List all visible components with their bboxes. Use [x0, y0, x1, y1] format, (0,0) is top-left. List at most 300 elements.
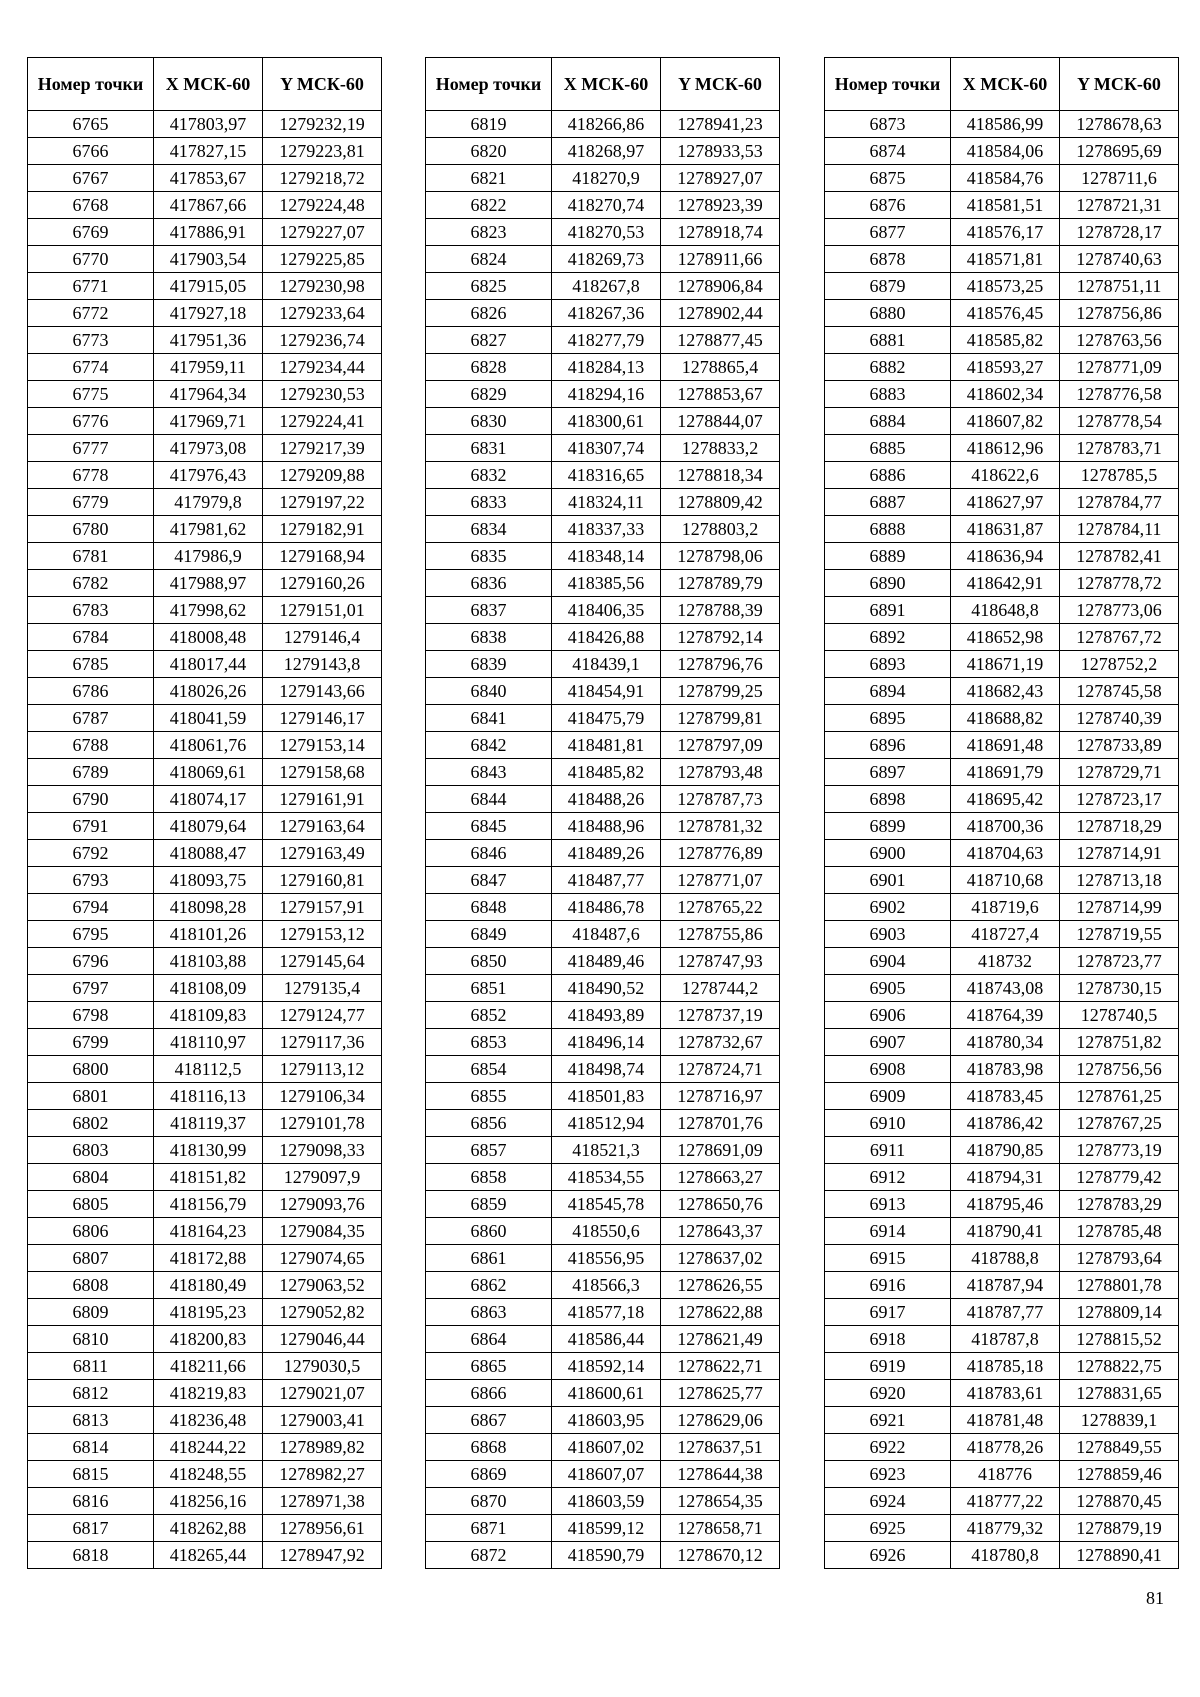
table-row	[426, 1191, 780, 1218]
y-coordinate-cell: 1278740,63	[1060, 246, 1179, 273]
x-coordinate-cell: 418093,75	[154, 867, 263, 894]
table-row	[426, 651, 780, 678]
x-coordinate-cell: 418586,99	[951, 111, 1060, 138]
point-number-cell: 6910	[825, 1110, 951, 1137]
table-row	[426, 894, 780, 921]
x-coordinate-cell: 418581,51	[951, 192, 1060, 219]
x-coordinate-cell: 418493,89	[552, 1002, 661, 1029]
point-number-cell: 6774	[28, 354, 154, 381]
table-row	[825, 1299, 1179, 1326]
point-number-cell: 6858	[426, 1164, 552, 1191]
x-coordinate-cell: 418385,56	[552, 570, 661, 597]
table-row	[28, 1029, 382, 1056]
table-row	[825, 408, 1179, 435]
y-coordinate-cell: 1278793,48	[661, 759, 780, 786]
x-coordinate-cell: 418783,98	[951, 1056, 1060, 1083]
point-number-cell: 6766	[28, 138, 154, 165]
header-y: Y МСК-60	[661, 58, 780, 111]
y-coordinate-cell: 1278793,64	[1060, 1245, 1179, 1272]
y-coordinate-cell: 1278865,4	[661, 354, 780, 381]
point-number-cell: 6772	[28, 300, 154, 327]
table-row	[426, 948, 780, 975]
point-number-cell: 6841	[426, 705, 552, 732]
table-row	[426, 786, 780, 813]
table-row	[28, 840, 382, 867]
y-coordinate-cell: 1278621,49	[661, 1326, 780, 1353]
table-row	[28, 1353, 382, 1380]
y-coordinate-cell: 1279217,39	[263, 435, 382, 462]
y-coordinate-cell: 1278723,77	[1060, 948, 1179, 975]
table-row	[28, 1083, 382, 1110]
x-coordinate-cell: 418787,8	[951, 1326, 1060, 1353]
point-number-cell: 6835	[426, 543, 552, 570]
point-number-cell: 6914	[825, 1218, 951, 1245]
point-number-cell: 6894	[825, 678, 951, 705]
point-number-cell: 6924	[825, 1488, 951, 1515]
point-number-cell: 6896	[825, 732, 951, 759]
point-number-cell: 6800	[28, 1056, 154, 1083]
x-coordinate-cell: 418586,44	[552, 1326, 661, 1353]
table-row	[426, 705, 780, 732]
y-coordinate-cell: 1279093,76	[263, 1191, 382, 1218]
y-coordinate-cell: 1279161,91	[263, 786, 382, 813]
point-number-cell: 6871	[426, 1515, 552, 1542]
table-row	[28, 219, 382, 246]
point-number-cell: 6863	[426, 1299, 552, 1326]
x-coordinate-cell: 418265,44	[154, 1542, 263, 1569]
y-coordinate-cell: 1279106,34	[263, 1083, 382, 1110]
point-number-cell: 6804	[28, 1164, 154, 1191]
y-coordinate-cell: 1278859,46	[1060, 1461, 1179, 1488]
point-number-cell: 6923	[825, 1461, 951, 1488]
table-row	[426, 1083, 780, 1110]
y-coordinate-cell: 1278701,76	[661, 1110, 780, 1137]
table-row	[28, 1299, 382, 1326]
x-coordinate-cell: 418642,91	[951, 570, 1060, 597]
table-row	[28, 786, 382, 813]
x-coordinate-cell: 418236,48	[154, 1407, 263, 1434]
x-coordinate-cell: 418101,26	[154, 921, 263, 948]
table-row	[825, 138, 1179, 165]
table-row	[426, 1488, 780, 1515]
y-coordinate-cell: 1279074,65	[263, 1245, 382, 1272]
point-number-cell: 6794	[28, 894, 154, 921]
x-coordinate-cell: 417867,66	[154, 192, 263, 219]
x-coordinate-cell: 418324,11	[552, 489, 661, 516]
point-number-cell: 6867	[426, 1407, 552, 1434]
point-number-cell: 6856	[426, 1110, 552, 1137]
point-number-cell: 6918	[825, 1326, 951, 1353]
table-row	[426, 192, 780, 219]
y-coordinate-cell: 1279153,12	[263, 921, 382, 948]
point-number-cell: 6802	[28, 1110, 154, 1137]
x-coordinate-cell: 418682,43	[951, 678, 1060, 705]
point-number-cell: 6853	[426, 1029, 552, 1056]
point-number-cell: 6887	[825, 489, 951, 516]
y-coordinate-cell: 1278839,1	[1060, 1407, 1179, 1434]
table-row	[825, 678, 1179, 705]
point-number-cell: 6904	[825, 948, 951, 975]
x-coordinate-cell: 418576,17	[951, 219, 1060, 246]
table-row	[28, 759, 382, 786]
y-coordinate-cell: 1278650,76	[661, 1191, 780, 1218]
y-coordinate-cell: 1278796,76	[661, 651, 780, 678]
y-coordinate-cell: 1278691,09	[661, 1137, 780, 1164]
header-x: X МСК-60	[951, 58, 1060, 111]
y-coordinate-cell: 1278752,2	[1060, 651, 1179, 678]
point-number-cell: 6847	[426, 867, 552, 894]
point-number-cell: 6816	[28, 1488, 154, 1515]
table-row	[825, 381, 1179, 408]
x-coordinate-cell: 417915,05	[154, 273, 263, 300]
x-coordinate-cell: 418270,9	[552, 165, 661, 192]
point-number-cell: 6782	[28, 570, 154, 597]
table-row	[426, 462, 780, 489]
x-coordinate-cell: 418788,8	[951, 1245, 1060, 1272]
x-coordinate-cell: 418607,02	[552, 1434, 661, 1461]
table-row	[426, 1218, 780, 1245]
point-number-cell: 6765	[28, 111, 154, 138]
y-coordinate-cell: 1278801,78	[1060, 1272, 1179, 1299]
table-row	[426, 1326, 780, 1353]
y-coordinate-cell: 1278879,19	[1060, 1515, 1179, 1542]
point-number-cell: 6801	[28, 1083, 154, 1110]
y-coordinate-cell: 1278779,42	[1060, 1164, 1179, 1191]
point-number-cell: 6872	[426, 1542, 552, 1569]
table-row	[426, 732, 780, 759]
point-number-cell: 6845	[426, 813, 552, 840]
point-number-cell: 6842	[426, 732, 552, 759]
x-coordinate-cell: 418489,26	[552, 840, 661, 867]
x-coordinate-cell: 418262,88	[154, 1515, 263, 1542]
y-coordinate-cell: 1279145,64	[263, 948, 382, 975]
point-number-cell: 6899	[825, 813, 951, 840]
x-coordinate-cell: 418267,36	[552, 300, 661, 327]
table-row	[28, 435, 382, 462]
x-coordinate-cell: 418151,82	[154, 1164, 263, 1191]
point-number-cell: 6868	[426, 1434, 552, 1461]
x-coordinate-cell: 418211,66	[154, 1353, 263, 1380]
x-coordinate-cell: 418777,22	[951, 1488, 1060, 1515]
y-coordinate-cell: 1278732,67	[661, 1029, 780, 1056]
y-coordinate-cell: 1278637,02	[661, 1245, 780, 1272]
x-coordinate-cell: 418307,74	[552, 435, 661, 462]
x-coordinate-cell: 418488,26	[552, 786, 661, 813]
point-number-cell: 6922	[825, 1434, 951, 1461]
y-coordinate-cell: 1279146,4	[263, 624, 382, 651]
point-number-cell: 6793	[28, 867, 154, 894]
table-row	[28, 1110, 382, 1137]
point-number-cell: 6911	[825, 1137, 951, 1164]
table-row	[825, 543, 1179, 570]
x-coordinate-cell: 418130,99	[154, 1137, 263, 1164]
table-row	[825, 327, 1179, 354]
x-coordinate-cell: 418593,27	[951, 354, 1060, 381]
x-coordinate-cell: 418116,13	[154, 1083, 263, 1110]
table-row	[825, 192, 1179, 219]
x-coordinate-cell: 418074,17	[154, 786, 263, 813]
table-row	[825, 948, 1179, 975]
table-row	[426, 597, 780, 624]
point-number-cell: 6806	[28, 1218, 154, 1245]
x-coordinate-cell: 418487,77	[552, 867, 661, 894]
point-number-cell: 6805	[28, 1191, 154, 1218]
point-number-cell: 6893	[825, 651, 951, 678]
x-coordinate-cell: 418098,28	[154, 894, 263, 921]
x-coordinate-cell: 418695,42	[951, 786, 1060, 813]
x-coordinate-cell: 418787,77	[951, 1299, 1060, 1326]
y-coordinate-cell: 1279143,66	[263, 678, 382, 705]
table-row	[28, 1407, 382, 1434]
point-number-cell: 6809	[28, 1299, 154, 1326]
x-coordinate-cell: 417927,18	[154, 300, 263, 327]
point-number-cell: 6771	[28, 273, 154, 300]
point-number-cell: 6834	[426, 516, 552, 543]
x-coordinate-cell: 418584,06	[951, 138, 1060, 165]
x-coordinate-cell: 418534,55	[552, 1164, 661, 1191]
table-row	[825, 975, 1179, 1002]
y-coordinate-cell: 1279046,44	[263, 1326, 382, 1353]
x-coordinate-cell: 418795,46	[951, 1191, 1060, 1218]
point-number-cell: 6829	[426, 381, 552, 408]
y-coordinate-cell: 1279230,98	[263, 273, 382, 300]
y-coordinate-cell: 1278789,79	[661, 570, 780, 597]
y-coordinate-cell: 1278788,39	[661, 597, 780, 624]
point-number-cell: 6780	[28, 516, 154, 543]
table-row	[825, 1191, 1179, 1218]
y-coordinate-cell: 1279225,85	[263, 246, 382, 273]
x-coordinate-cell: 418248,55	[154, 1461, 263, 1488]
x-coordinate-cell: 418337,33	[552, 516, 661, 543]
table-row	[825, 894, 1179, 921]
table-row	[426, 1515, 780, 1542]
x-coordinate-cell: 418691,79	[951, 759, 1060, 786]
x-coordinate-cell: 418487,6	[552, 921, 661, 948]
table-row	[825, 246, 1179, 273]
y-coordinate-cell: 1278644,38	[661, 1461, 780, 1488]
table-row	[825, 1029, 1179, 1056]
header-y: Y МСК-60	[263, 58, 382, 111]
table-row	[426, 354, 780, 381]
point-number-cell: 6777	[28, 435, 154, 462]
y-coordinate-cell: 1278763,56	[1060, 327, 1179, 354]
y-coordinate-cell: 1278792,14	[661, 624, 780, 651]
point-number-cell: 6775	[28, 381, 154, 408]
table-row	[28, 1488, 382, 1515]
table-row	[825, 1056, 1179, 1083]
table-row	[28, 246, 382, 273]
table-row	[825, 165, 1179, 192]
point-number-cell: 6776	[28, 408, 154, 435]
table-row	[28, 1272, 382, 1299]
table-row	[825, 489, 1179, 516]
point-number-cell: 6877	[825, 219, 951, 246]
y-coordinate-cell: 1278767,25	[1060, 1110, 1179, 1137]
x-coordinate-cell: 418648,8	[951, 597, 1060, 624]
y-coordinate-cell: 1278625,77	[661, 1380, 780, 1407]
y-coordinate-cell: 1279158,68	[263, 759, 382, 786]
table-header-row	[28, 58, 382, 111]
x-coordinate-cell: 418688,82	[951, 705, 1060, 732]
y-coordinate-cell: 1278629,06	[661, 1407, 780, 1434]
x-coordinate-cell: 417959,11	[154, 354, 263, 381]
x-coordinate-cell: 418783,45	[951, 1083, 1060, 1110]
point-number-cell: 6814	[28, 1434, 154, 1461]
table-row	[825, 624, 1179, 651]
table-row	[426, 273, 780, 300]
x-coordinate-cell: 417998,62	[154, 597, 263, 624]
x-coordinate-cell: 418426,88	[552, 624, 661, 651]
table-row	[825, 111, 1179, 138]
x-coordinate-cell: 418566,3	[552, 1272, 661, 1299]
point-number-cell: 6792	[28, 840, 154, 867]
point-number-cell: 6840	[426, 678, 552, 705]
y-coordinate-cell: 1278989,82	[263, 1434, 382, 1461]
point-number-cell: 6824	[426, 246, 552, 273]
x-coordinate-cell: 418780,34	[951, 1029, 1060, 1056]
y-coordinate-cell: 1279224,48	[263, 192, 382, 219]
point-number-cell: 6833	[426, 489, 552, 516]
y-coordinate-cell: 1278776,89	[661, 840, 780, 867]
x-coordinate-cell: 418612,96	[951, 435, 1060, 462]
point-number-cell: 6891	[825, 597, 951, 624]
point-number-cell: 6822	[426, 192, 552, 219]
table-row	[426, 1056, 780, 1083]
table-header-row	[426, 58, 780, 111]
x-coordinate-cell: 418496,14	[552, 1029, 661, 1056]
y-coordinate-cell: 1278776,58	[1060, 381, 1179, 408]
y-coordinate-cell: 1279063,52	[263, 1272, 382, 1299]
x-coordinate-cell: 418156,79	[154, 1191, 263, 1218]
point-number-cell: 6912	[825, 1164, 951, 1191]
table-row	[825, 1002, 1179, 1029]
x-coordinate-cell: 418602,34	[951, 381, 1060, 408]
point-number-cell: 6810	[28, 1326, 154, 1353]
table-row	[426, 138, 780, 165]
point-number-cell: 6888	[825, 516, 951, 543]
y-coordinate-cell: 1279232,19	[263, 111, 382, 138]
y-coordinate-cell: 1278778,54	[1060, 408, 1179, 435]
table-row	[28, 1056, 382, 1083]
x-coordinate-cell: 418691,48	[951, 732, 1060, 759]
y-coordinate-cell: 1278626,55	[661, 1272, 780, 1299]
y-coordinate-cell: 1278956,61	[263, 1515, 382, 1542]
y-coordinate-cell: 1278771,09	[1060, 354, 1179, 381]
x-coordinate-cell: 418316,65	[552, 462, 661, 489]
x-coordinate-cell: 418727,4	[951, 921, 1060, 948]
point-number-cell: 6913	[825, 1191, 951, 1218]
coordinates-table-3	[824, 57, 1179, 1569]
table-row	[28, 300, 382, 327]
table-row	[28, 921, 382, 948]
table-row	[426, 1137, 780, 1164]
point-number-cell: 6791	[28, 813, 154, 840]
point-number-cell: 6784	[28, 624, 154, 651]
point-number-cell: 6788	[28, 732, 154, 759]
table-row	[426, 867, 780, 894]
y-coordinate-cell: 1278927,07	[661, 165, 780, 192]
table-row	[825, 300, 1179, 327]
x-coordinate-cell: 418475,79	[552, 705, 661, 732]
point-number-cell: 6859	[426, 1191, 552, 1218]
x-coordinate-cell: 418108,09	[154, 975, 263, 1002]
point-number-cell: 6865	[426, 1353, 552, 1380]
y-coordinate-cell: 1278773,06	[1060, 597, 1179, 624]
point-number-cell: 6881	[825, 327, 951, 354]
point-number-cell: 6861	[426, 1245, 552, 1272]
point-number-cell: 6846	[426, 840, 552, 867]
table-row	[825, 813, 1179, 840]
header-x: X МСК-60	[552, 58, 661, 111]
point-number-cell: 6815	[28, 1461, 154, 1488]
table-row	[28, 111, 382, 138]
table-row	[28, 678, 382, 705]
table-header-row	[825, 58, 1179, 111]
y-coordinate-cell: 1278778,72	[1060, 570, 1179, 597]
x-coordinate-cell: 418501,83	[552, 1083, 661, 1110]
y-coordinate-cell: 1279030,5	[263, 1353, 382, 1380]
x-coordinate-cell: 417951,36	[154, 327, 263, 354]
y-coordinate-cell: 1278844,07	[661, 408, 780, 435]
y-coordinate-cell: 1278730,15	[1060, 975, 1179, 1002]
point-number-cell: 6770	[28, 246, 154, 273]
x-coordinate-cell: 418790,85	[951, 1137, 1060, 1164]
page-number: 81	[1146, 1588, 1164, 1608]
x-coordinate-cell: 418079,64	[154, 813, 263, 840]
x-coordinate-cell: 418112,5	[154, 1056, 263, 1083]
x-coordinate-cell: 418119,37	[154, 1110, 263, 1137]
x-coordinate-cell: 418571,81	[951, 246, 1060, 273]
table-row	[825, 435, 1179, 462]
point-number-cell: 6870	[426, 1488, 552, 1515]
table-row	[28, 1002, 382, 1029]
y-coordinate-cell: 1279227,07	[263, 219, 382, 246]
table-row	[426, 1542, 780, 1569]
x-coordinate-cell: 418110,97	[154, 1029, 263, 1056]
y-coordinate-cell: 1278718,29	[1060, 813, 1179, 840]
point-number-cell: 6831	[426, 435, 552, 462]
point-number-cell: 6902	[825, 894, 951, 921]
x-coordinate-cell: 418704,63	[951, 840, 1060, 867]
y-coordinate-cell: 1278740,5	[1060, 1002, 1179, 1029]
x-coordinate-cell: 418592,14	[552, 1353, 661, 1380]
table-row	[426, 759, 780, 786]
table-row	[426, 678, 780, 705]
point-number-cell: 6830	[426, 408, 552, 435]
table-row	[825, 1164, 1179, 1191]
table-row	[426, 1002, 780, 1029]
y-coordinate-cell: 1278918,74	[661, 219, 780, 246]
y-coordinate-cell: 1278728,17	[1060, 219, 1179, 246]
table-row	[825, 1461, 1179, 1488]
y-coordinate-cell: 1278785,5	[1060, 462, 1179, 489]
point-number-cell: 6901	[825, 867, 951, 894]
point-number-cell: 6860	[426, 1218, 552, 1245]
table-row	[28, 1542, 382, 1569]
point-number-cell: 6825	[426, 273, 552, 300]
point-number-cell: 6779	[28, 489, 154, 516]
y-coordinate-cell: 1278756,86	[1060, 300, 1179, 327]
y-coordinate-cell: 1278643,37	[661, 1218, 780, 1245]
point-number-cell: 6915	[825, 1245, 951, 1272]
y-coordinate-cell: 1278911,66	[661, 246, 780, 273]
table-row	[426, 327, 780, 354]
y-coordinate-cell: 1279021,07	[263, 1380, 382, 1407]
point-number-cell: 6818	[28, 1542, 154, 1569]
y-coordinate-cell: 1278773,19	[1060, 1137, 1179, 1164]
x-coordinate-cell: 418599,12	[552, 1515, 661, 1542]
point-number-cell: 6857	[426, 1137, 552, 1164]
